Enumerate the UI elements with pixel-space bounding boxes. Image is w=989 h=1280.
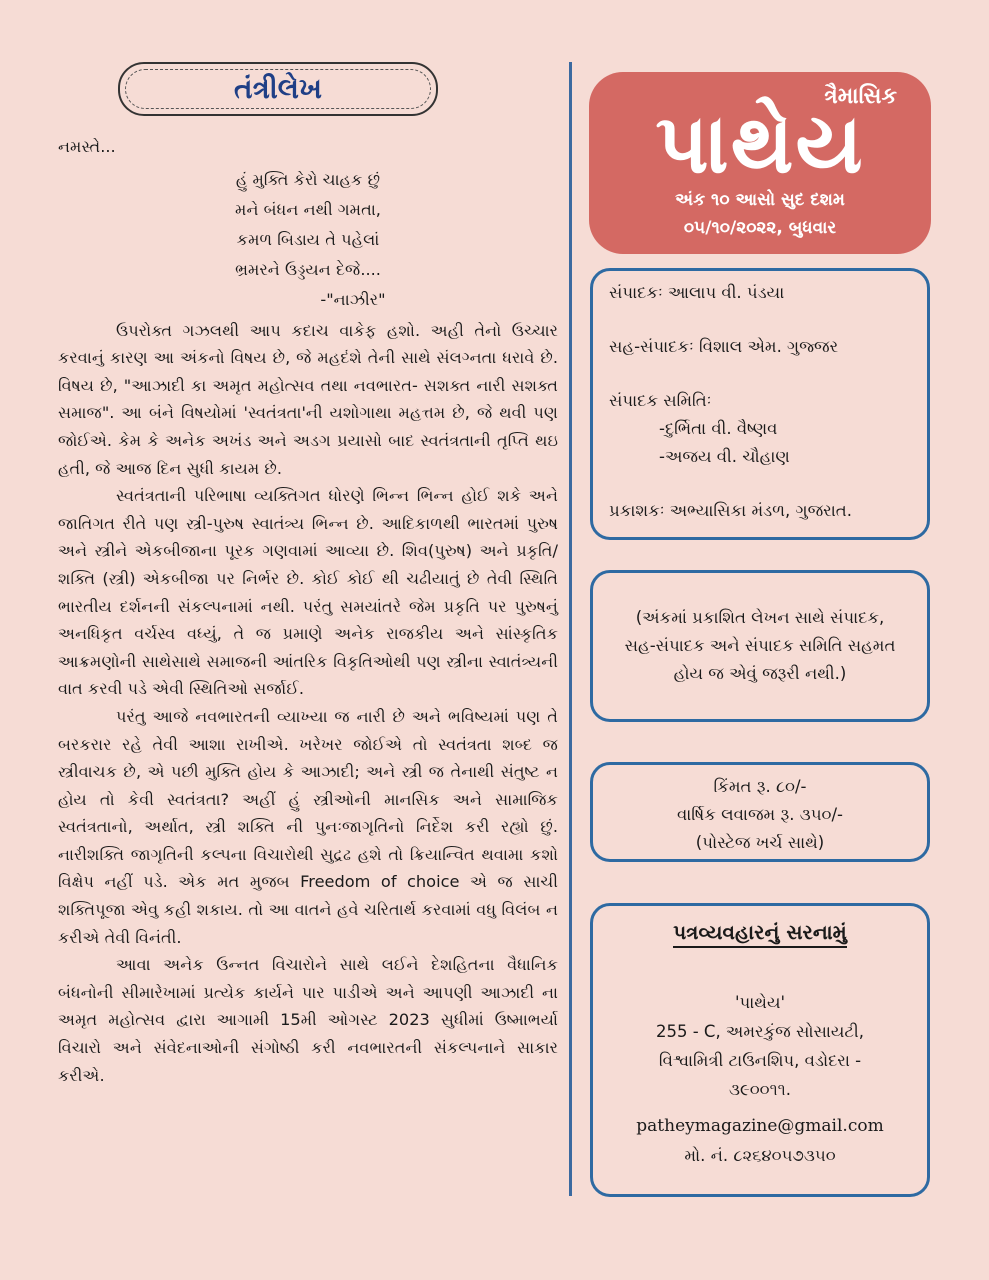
poem-line: કમળ બિડાય તે પહેલાં: [236, 229, 380, 249]
editorial-title-frame: [118, 62, 438, 116]
poem-credit: -"નાઝીર": [320, 289, 386, 309]
issue-date: ૦૫/૧૦/૨૦૨૨, બુધવાર: [683, 218, 837, 238]
address-name: 'પાથેય': [735, 993, 785, 1012]
paragraph: પરંતુ આજે નવભારતની વ્યાખ્યા જ નારી છે અને ભવિષ્યમાં પણ તે બરકરાર રહે તેવી આશા રાખીએ. ખરેખર જોઈએ તો સ્વતંત્રતા શબ્દ જ સ્ત્રીવાચક છે, એ પછી મુક્તિ હોય કે આઝાદી; અને સ્ત્રી જ તેનાથી સંતુષ્ટ ન હોય તો કેવી સ્વતંત્રતા? અહીં હું સ્ત્રીઓની માનસિક અને સામાજિક સ્વતંત્રતાનો, અર્થાત, સ્ત્રી શક્તિ ની પુનઃજાગૃતિનો નિર્દેશ કરી રહ્યો છું. નારીશક્તિ જાગૃતિની કલ્પના વિચારોથી સુદ્રઢ હશે તો ક્રિયાન્વિત થવામા કશો વિક્ષેપ નહીં પડે. એક મત મુજબ Freedom of choice એ જ સાચી શક્તિપૂજા એવુ કહી શકાય. તો આ વાતને હવે ચરિતાર્થ કરવામાં વધુ વિલંબ ન કરીએ તેવી વિનંતી.: [58, 706, 558, 947]
committee-member: -દુર્ભિતા વી. વૈષ્ણવ: [659, 419, 778, 438]
committee-label: સંપાદક સમિતિઃ: [609, 391, 712, 410]
editorial-title: તંત્રીલેખ: [234, 72, 322, 105]
co-editor-line: સહ-સંપાદકઃ વિશાલ એમ. ગુજ્જર: [609, 337, 839, 356]
poem-line: ભ્રમરને ઉડ્ડયન દેજે....: [235, 259, 381, 279]
magazine-name: પાથેય: [655, 97, 865, 192]
price-line: કિંમત રૂ. ૮૦/-: [713, 777, 807, 796]
column-divider: [569, 62, 572, 1196]
editors-box: [590, 268, 930, 540]
address-line: વિશ્વામિત્રી ટાઉનશિપ, વડોદરા -: [658, 1051, 862, 1070]
paragraph: ઉપરોક્ત ગઝલથી આપ કદાચ વાકેફ હશો. અહી તેનો ઉચ્ચાર કરવાનું કારણ આ અંકનો વિષય છે, જે મહદંશે તેની સાથે સંલગ્નતા ધરાવે છે. વિષય છે, "આઝાદી કા અમૃત મહોત્સવ તથા નવભારત- સશક્ત નારી સશક્ત સમાજ". આ બંને વિષયોમાં 'સ્વતંત્રતા'ની યશોગાથા મહત્તમ છે, જે થવી પણ જોઈએ. કેમ કે અનેક અખંડ અને અડગ પ્રયાસો બાદ સ્વતંત્રતાની તૃપ્તિ થઇ હતી, જે આજ દિન સુધી કાયમ છે.: [58, 320, 558, 478]
subscription-line: વાર્ષિક લવાજમ રૂ. ૩૫૦/-: [676, 805, 843, 824]
publisher-line: પ્રકાશકઃ અભ્યાસિકા મંડળ, ગુજરાત.: [609, 501, 852, 520]
address-line: ૩૯૦૦૧૧.: [728, 1080, 792, 1099]
editor-line: સંપાદકઃ આલાપ વી. પંડયા: [609, 283, 785, 302]
postage-note: (પોસ્ટેજ ખર્ચ સાથે): [695, 833, 825, 852]
poem: [58, 165, 558, 315]
poem-line: હું મુક્તિ કેરો ચાહક છું: [235, 169, 381, 189]
address-line: 255 - C, અમરકુંજ સોસાયટી,: [655, 1022, 864, 1041]
phone-number: મો. નં. ૮૨૬૪૦૫૭૩૫૦: [684, 1146, 836, 1165]
committee-member: -અજય વી. ચૌહાણ: [659, 447, 790, 466]
disclaimer-text: (અંકમાં પ્રકાશિત લેખન સાથે સંપાદક, સહ-સંપાદક અને સંપાદક સમિતિ સહમત હોય જ એવું જરૂરી નથી.): [624, 608, 896, 683]
greeting: નમસ્તે...: [58, 137, 116, 156]
paragraph: સ્વતંત્રતાની પરિભાષા વ્યક્તિગત ધોરણે ભિન્ન ભિન્ન હોઈ શકે અને જાતિગત રીતે પણ સ્ત્રી-પુરુષ સ્વાતંત્ર્ય ભિન્ન છે. આદિકાળથી ભારતમાં પુરુષ અને સ્ત્રીને એકબીજાના પૂરક ગણવામાં આવ્યા છે. શિવ(પુરુષ) અને પ્રકૃતિ/શક્તિ (સ્ત્રી) એકબીજા પર નિર્ભર છે. કોઈ કોઈ થી ચઢીયાતું છે તેવી સ્થિતિ ભારતીય દર્શનની સંકલ્પનામાં નથી. પરંતુ સમયાંતરે જેમ પ્રકૃતિ પર પુરુષનું અનધિકૃત વર્ચસ્વ વધ્યું, તે જ પ્રમાણે અનેક રાજકીય અને સાંસ્કૃતિક આક્રમણોની સાથેસાથે સમાજની આંતરિક વિકૃતિઓથી પણ સ્ત્રીના સ્વાતંત્ર્યની વાત કરવી પડે એવી સ્થિતિઓ સર્જાઈ.: [58, 486, 558, 699]
editorial-body: [58, 133, 558, 1089]
address-heading: પત્રવ્યવહારનું સરનામું: [673, 920, 847, 948]
disclaimer-box: [590, 570, 930, 722]
poem-line: મને બંધન નથી ગમતા,: [235, 199, 381, 219]
masthead: [589, 72, 931, 254]
issue-info: અંક ૧૦ આસો સુદ દશમ: [675, 190, 845, 210]
paragraph: આવા અનેક ઉન્નત વિચારોને સાથે લઈને દેશહિતના વૈધાનિક બંધનોની સીમારેખામાં પ્રત્યેક કાર્યને પાર પાડીએ અને આપણી આઝાદી ના અમૃત મહોત્સવ દ્વારા આગામી 15મી ઓગસ્ટ 2023 સુધીમાં ઉષ્માભર્યા વિચારો અને સંવેદનાઓની સંગોષ્ઠી કરી નવભારતની સંકલ્પનાને સાકાર કરીએ.: [58, 955, 558, 1085]
masthead-frequency: ત્રૈમાસિક: [824, 84, 897, 109]
address-box: [590, 903, 930, 1197]
price-box: [590, 762, 930, 862]
email-address[interactable]: patheymagazine@gmail.com: [636, 1116, 884, 1136]
